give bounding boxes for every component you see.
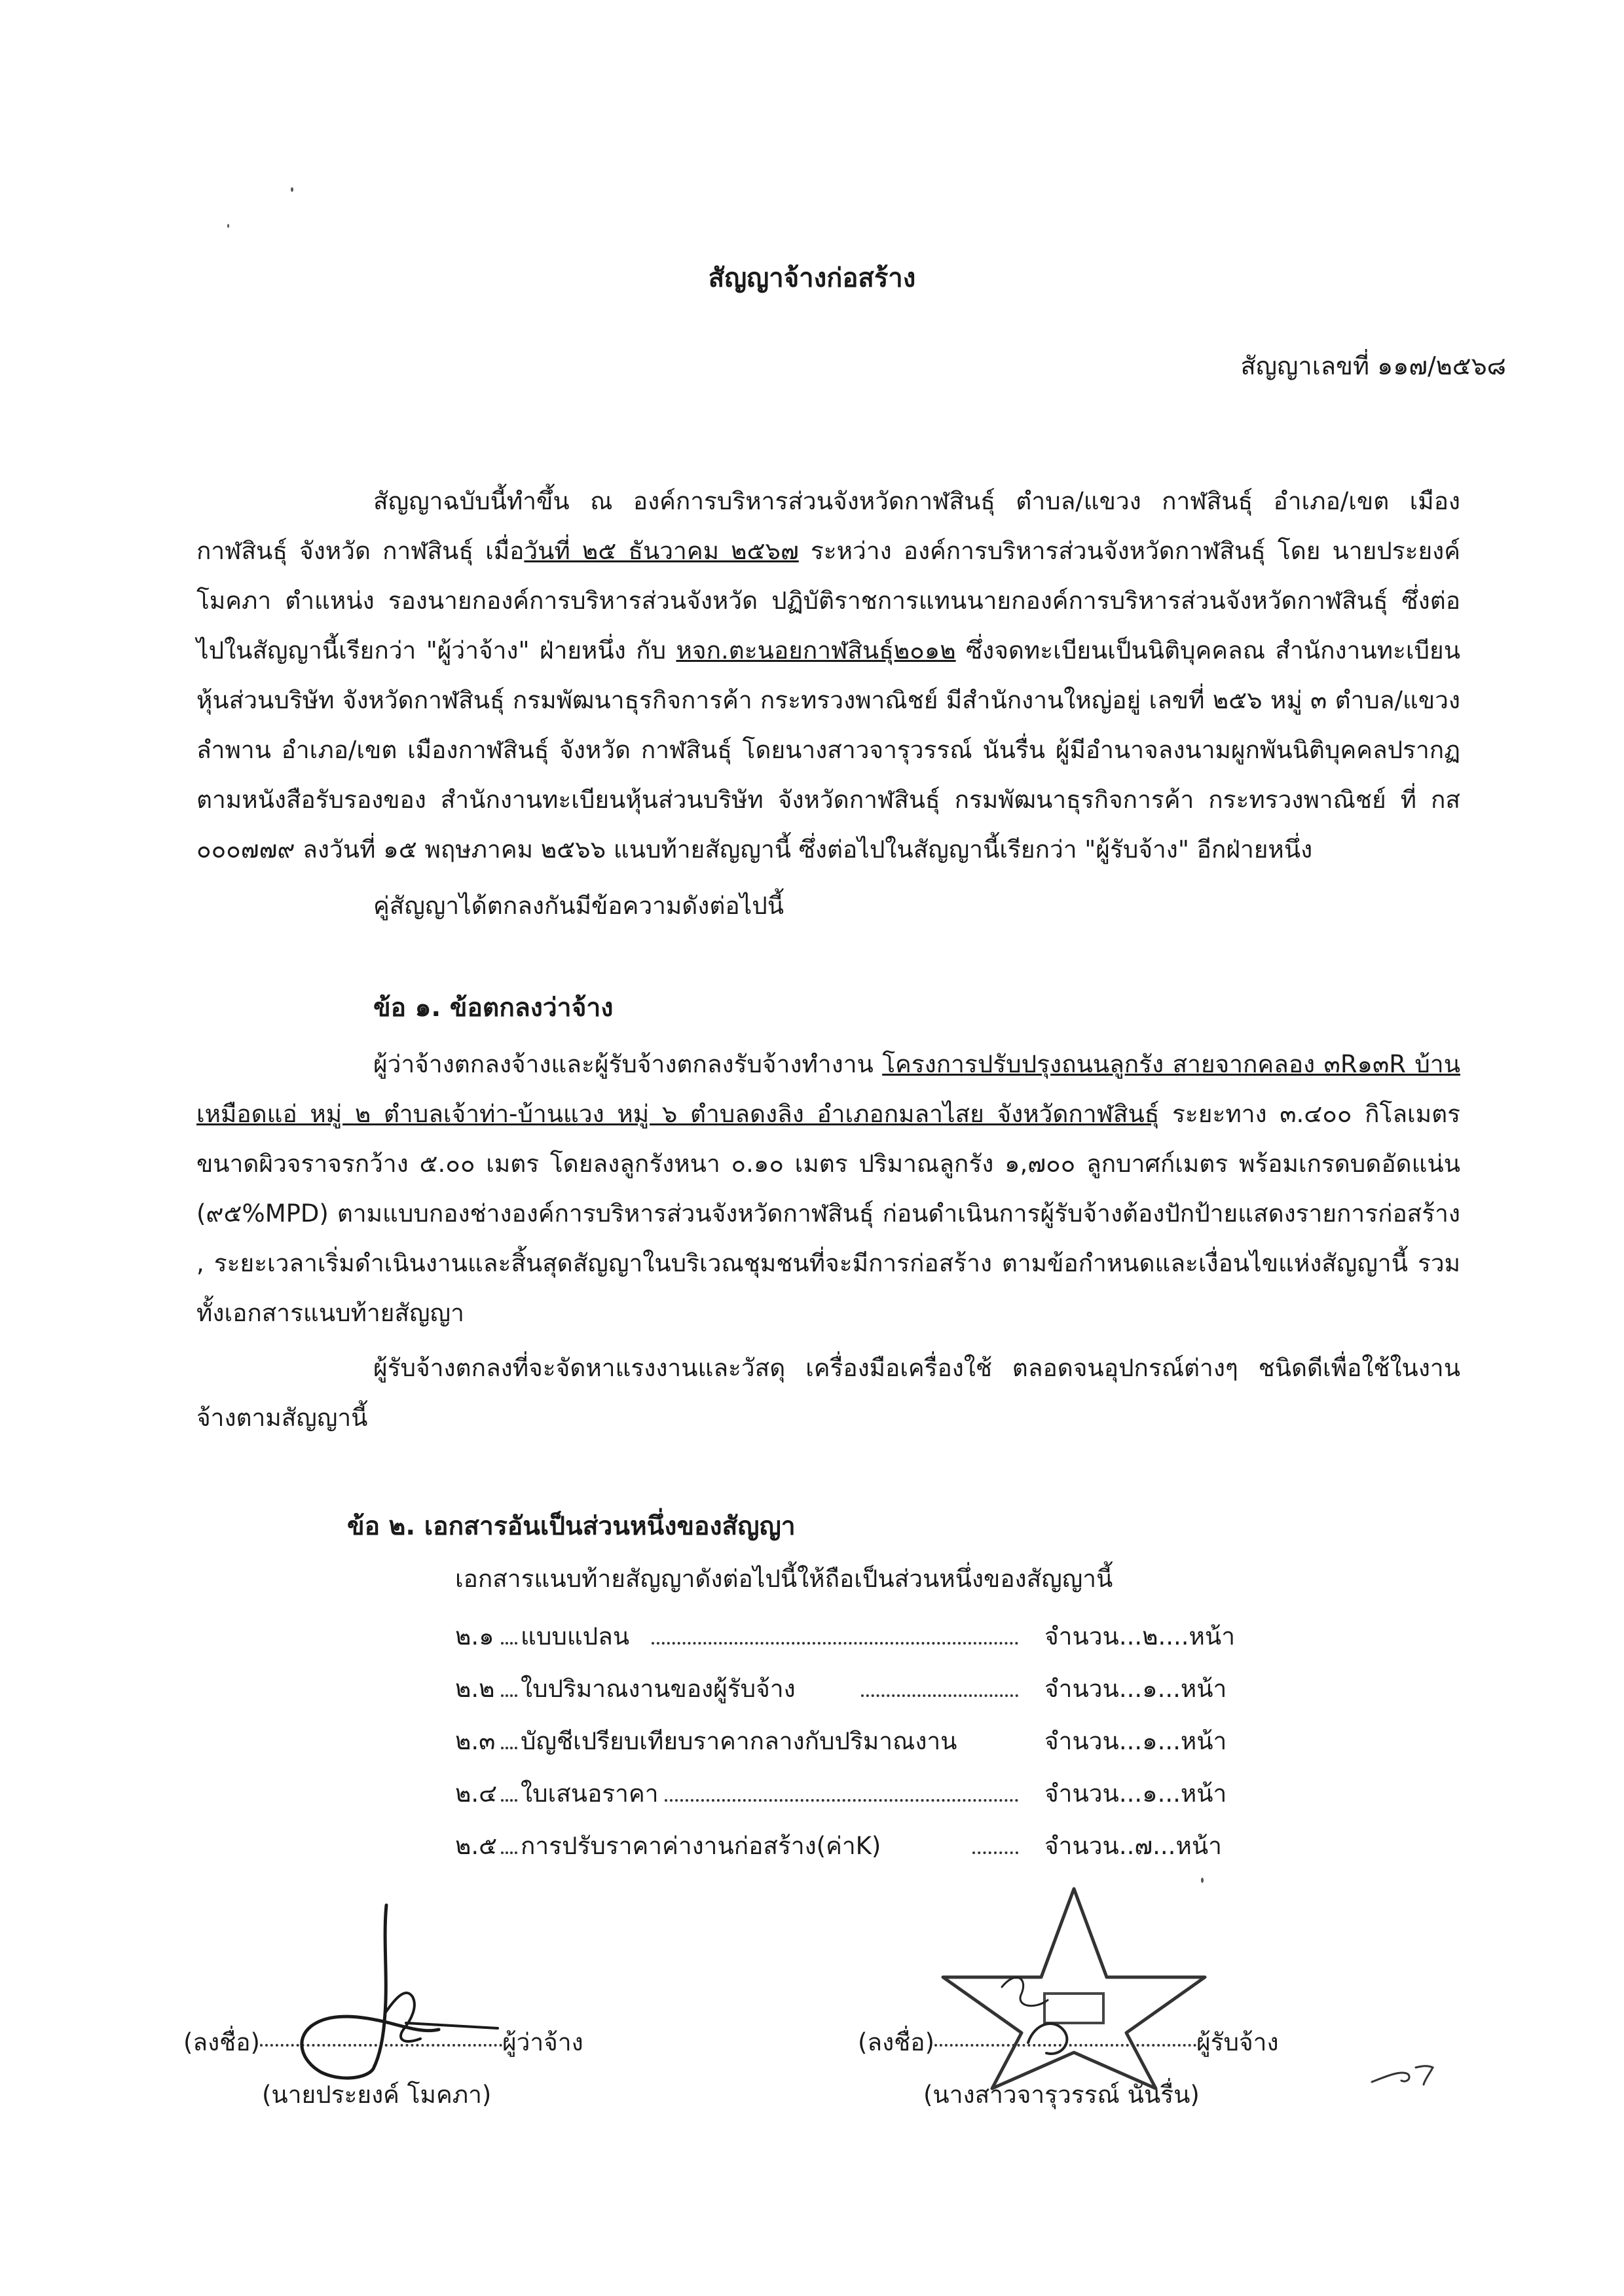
sign-label: (ลงชื่อ) — [858, 2028, 934, 2056]
clause-1-paragraph-1 — [196, 1040, 1460, 1338]
preamble-text-2: ระหว่าง องค์การบริหารส่วนจังหวัดกาฬสินธุ์ โดย นายประยงค์ โมคภา ตำแหน่ง รองนายกองค์การบริหารส่วนจังหวัด ปฏิบัติราชการแทนนายกองค์การบริหารส่วนจังหวัดกาฬสินธุ์ ซึ่งต่อไปในสัญญานี้เรียกว่า "ผู้ว่าจ้าง" ฝ่ายหนึ่ง กับ — [196, 537, 1461, 665]
sign-label: (ลงชื่อ) — [183, 2028, 260, 2056]
attached-document-item — [455, 1827, 1222, 1866]
dot-leader — [501, 1642, 517, 1645]
document-name: บัญชีเปรียบเทียบราคากลางกับปริมาณงาน — [521, 1727, 957, 1755]
document-page-count: จำนวน..๗...หน้า — [1044, 1832, 1222, 1860]
document-name: แบบแปลน — [521, 1622, 630, 1650]
contractor-name: (นางสาวจารุวรรณ์ นันรื่น) — [923, 2081, 1200, 2109]
dot-leader — [501, 1747, 517, 1749]
dot-leader — [501, 1851, 517, 1854]
dot-leader — [665, 1799, 1018, 1802]
dot-leader — [501, 1799, 517, 1802]
dot-leader — [861, 1694, 1018, 1697]
contract-date: วันที่ ๒๕ ธันวาคม ๒๕๖๗ — [524, 537, 799, 565]
scan-speck — [1201, 1878, 1204, 1883]
scan-speck — [291, 187, 293, 192]
clause-1-heading: ข้อ ๑. ข้อตกลงว่าจ้าง — [373, 993, 614, 1023]
attached-document-item — [455, 1774, 1227, 1813]
employer-name: (นายประยงค์ โมคภา) — [262, 2081, 492, 2109]
employer-role: ผู้ว่าจ้าง — [502, 2028, 583, 2056]
document-name: การปรับราคาค่างานก่อสร้าง(ค่าK) — [521, 1832, 881, 1860]
document-page-count: จำนวน...๑...หน้า — [1044, 1675, 1227, 1703]
project-name: โครงการปรับปรุงถนนลูกรัง สายจากคลอง ๓R๑๓R บ้านเหมือดแอ่ หมู่ ๒ ตำบลเจ้าท่า-บ้านแวง หมู่ ๖ ตำบลดงลิง อำเภอกมลาไสย จังหวัดกาฬสินธุ์ — [196, 1050, 1460, 1128]
dot-leader — [972, 1851, 1018, 1854]
document-number: ๒.๒ — [455, 1675, 495, 1703]
contractor-role: ผู้รับจ้าง — [1196, 2028, 1279, 2056]
document-page-count: จำนวน...๑...หน้า — [1044, 1727, 1227, 1755]
dot-leader — [501, 1694, 517, 1697]
attached-document-item — [455, 1669, 1227, 1709]
clause-2-intro: เอกสารแนบท้ายสัญญาดังต่อไปนี้ให้ถือเป็นส่วนหนึ่งของสัญญานี้ — [455, 1565, 1113, 1593]
document-number: ๒.๕ — [455, 1832, 498, 1860]
dot-leader — [652, 1642, 1018, 1645]
attached-document-item — [455, 1617, 1235, 1656]
document-number: ๒.๓ — [455, 1727, 496, 1755]
attached-document-item — [455, 1722, 1227, 1761]
preamble-text-1: สัญญาฉบับนี้ทำขึ้น ณ องค์การบริหารส่วนจังหวัดกาฬสินธุ์ ตำบล/แขวง กาฬสินธุ์ อำเภอ/เขต เมืองกาฬสินธุ์ จังหวัด กาฬสินธุ์ เมื่อ — [196, 487, 1460, 565]
document-page-count: จำนวน...๒....หน้า — [1044, 1622, 1235, 1650]
company-star-seal-icon — [930, 1879, 1218, 2095]
document-name: ใบปริมาณงานของผู้รับจ้าง — [521, 1675, 796, 1703]
scan-speck — [227, 224, 229, 228]
initials-mark-icon — [1369, 2056, 1441, 2088]
clause-2-heading: ข้อ ๒. เอกสารอันเป็นส่วนหนึ่งของสัญญา — [347, 1512, 796, 1541]
clause-1-paragraph-2: ผู้รับจ้างตกลงที่จะจัดหาแรงงานและวัสดุ เครื่องมือเครื่องใช้ ตลอดจนอุปกรณ์ต่างๆ ชนิดดีเพื่อใช้ในงานจ้างตามสัญญานี้ — [196, 1354, 1460, 1432]
contractor-company: หจก.ตะนอยกาฬสินธุ์๒๐๑๒ — [676, 636, 956, 665]
clause-1-text-2: ระยะทาง ๓.๔๐๐ กิโลเมตร ขนาดผิวจราจรกว้าง ๕.๐๐ เมตร โดยลงลูกรังหนา ๐.๑๐ เมตร ปริมาณลูกรัง ๑,๗๐๐ ลูกบาศก์เมตร พร้อมเกรดบดอัดแน่น (๙๕%MPD) ตามแบบกองช่างองค์การบริหารส่วนจังหวัดกาฬสินธุ์ ก่อนดำเนินการผู้รับจ้างต้องปักป้ายแสดงรายการก่อสร้าง , ระยะเวลาเริ่มดำเนินงานและสิ้นสุดสัญญาในบริเวณชุมชนที่จะมีการก่อสร้าง ตามข้อกำหนดและเงื่อนไขแห่งสัญญานี้ รวมทั้งเอกสารแนบท้ายสัญญา — [196, 1100, 1460, 1327]
document-name: ใบเสนอราคา — [521, 1779, 659, 1808]
preamble-text-3: ซึ่งจดทะเบียนเป็นนิติบุคคลณ สำนักงานทะเบียนหุ้นส่วนบริษัท จังหวัดกาฬสินธุ์ กรมพัฒนาธุรกิจการค้า กระทรวงพาณิชย์ มีสำนักงานใหญ่อยู่ เลขที่ ๒๕๖ หมู่ ๓ ตำบล/แขวง ลำพาน อำเภอ/เขต เมืองกาฬสินธุ์ จังหวัด กาฬสินธุ์ โดยนางสาวจารุวรรณ์ นันรื่น ผู้มีอำนาจลงนามผูกพันนิติบุคคลปรากฏตามหนังสือรับรองของ สำนักงานทะเบียนหุ้นส่วนบริษัท จังหวัดกาฬสินธุ์ กรมพัฒนาธุรกิจการค้า กระทรวงพาณิชย์ ที่ กส ๐๐๐๗๗๙ ลงวันที่ ๑๕ พฤษภาคม ๒๕๖๖ แนบท้ายสัญญานี้ ซึ่งต่อไปในสัญญานี้เรียกว่า "ผู้รับจ้าง" อีกฝ่ายหนึ่ง — [196, 636, 1460, 864]
contract-number: สัญญาเลขที่ ๑๑๗/๒๕๖๘ — [1240, 352, 1506, 380]
clause-1-text-1: ผู้ว่าจ้างตกลงจ้างและผู้รับจ้างตกลงรับจ้างทำงาน — [373, 1050, 883, 1078]
employer-signature-icon — [249, 1899, 524, 2108]
document-page-count: จำนวน...๑...หน้า — [1044, 1779, 1227, 1808]
document-number: ๒.๔ — [455, 1779, 498, 1808]
document-number: ๒.๑ — [455, 1622, 494, 1650]
agreement-statement: คู่สัญญาได้ตกลงกันมีข้อความดังต่อไปนี้ — [373, 892, 784, 920]
document-title: สัญญาจ้างก่อสร้าง — [708, 263, 916, 293]
preamble-paragraph — [196, 477, 1460, 875]
